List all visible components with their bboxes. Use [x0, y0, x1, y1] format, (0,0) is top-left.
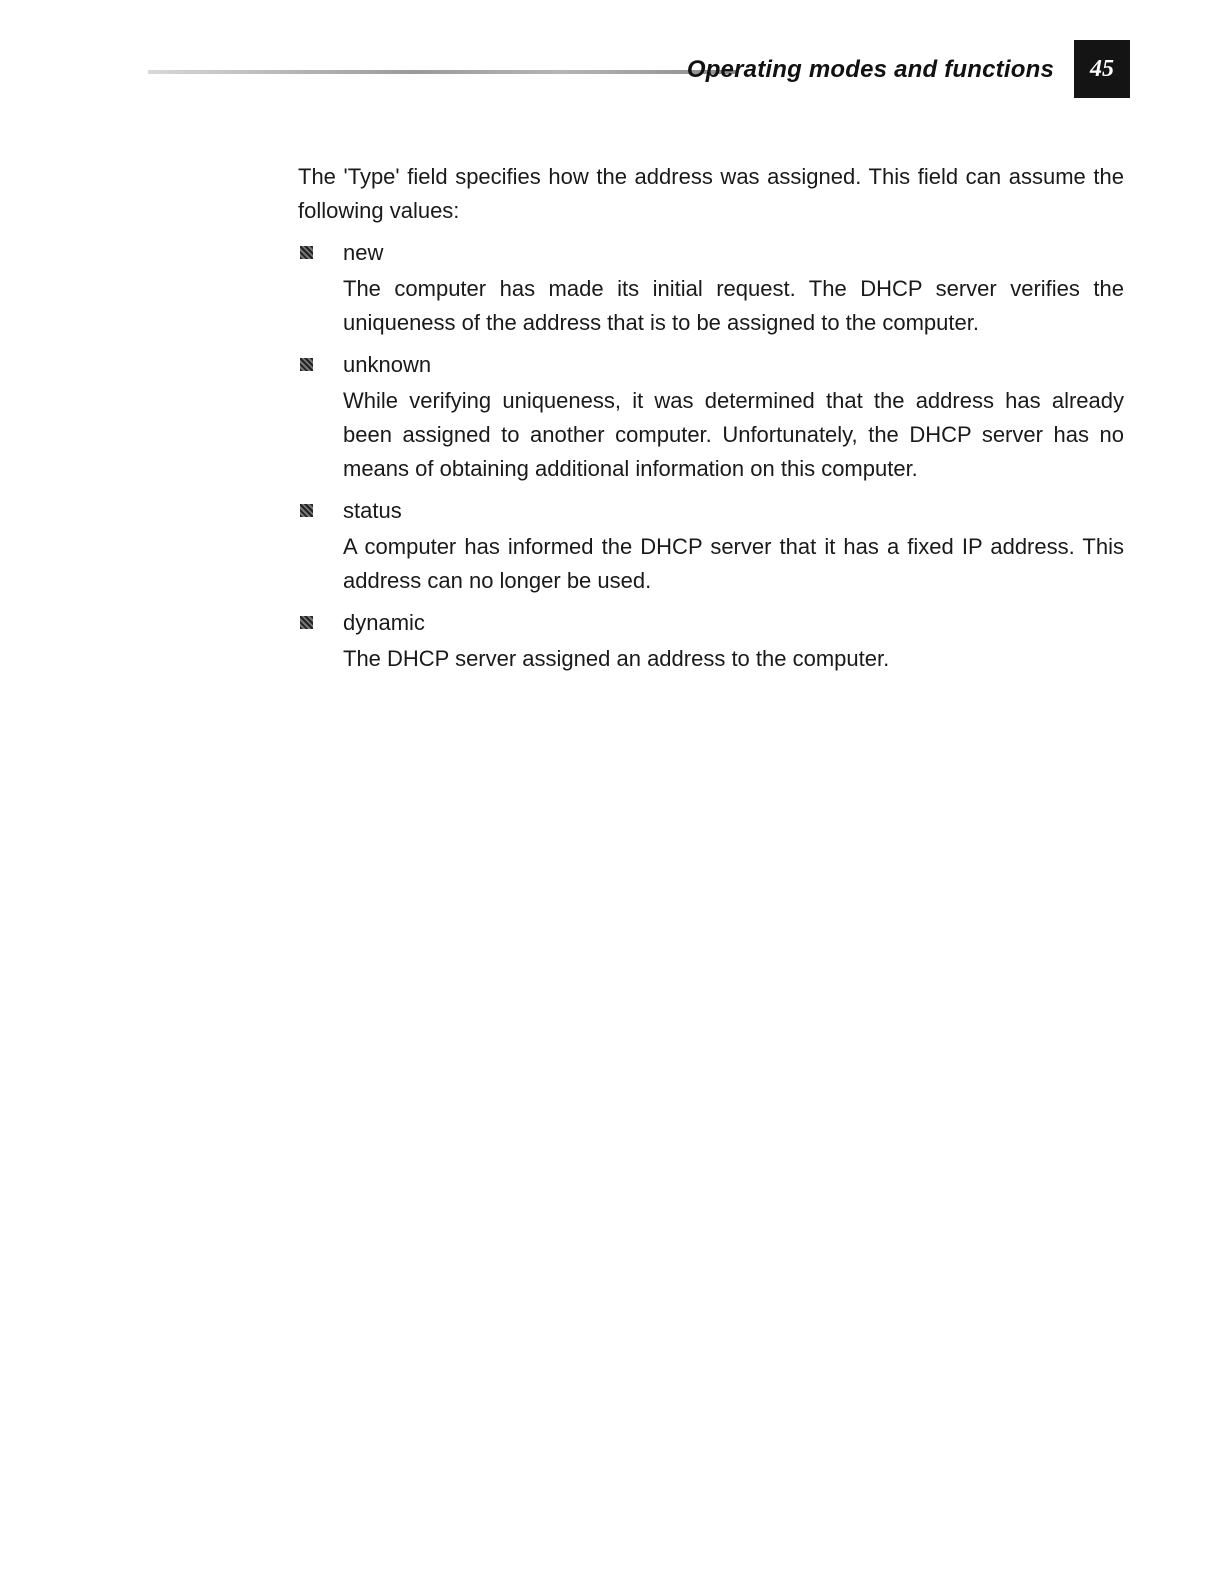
page-header — [148, 40, 1130, 98]
list-item — [298, 348, 1124, 486]
value-description: A computer has informed the DHCP server that it has a fixed IP address. This address can no longer be used. — [343, 534, 1124, 593]
value-term: new — [343, 240, 384, 265]
type-values-list — [298, 236, 1124, 676]
page-body — [298, 160, 1124, 684]
value-description: The DHCP server assigned an address to the computer. — [343, 646, 890, 671]
list-item — [298, 494, 1124, 598]
value-term: status — [343, 498, 402, 523]
square-bullet-icon — [300, 616, 313, 629]
header-rule — [148, 70, 738, 74]
square-bullet-icon — [300, 504, 313, 517]
value-term: unknown — [343, 352, 432, 377]
page-number: 45 — [1074, 40, 1130, 98]
running-head-title: Operating modes and functions — [686, 56, 1054, 83]
value-description: While verifying uniqueness, it was determined that the address has already been assigned to another computer. Unfortunately, the DHCP server has no means of obtaining additional information on this computer. — [343, 388, 1124, 481]
value-description: The computer has made its initial request. The DHCP server verifies the uniqueness of the address that is to be assigned to the computer. — [343, 276, 1124, 335]
value-term: dynamic — [343, 610, 425, 635]
square-bullet-icon — [300, 358, 313, 371]
square-bullet-icon — [300, 246, 313, 259]
intro-paragraph: The 'Type' field specifies how the address was assigned. This field can assume the following values: — [298, 164, 1124, 223]
list-item — [298, 606, 1124, 676]
list-item — [298, 236, 1124, 340]
